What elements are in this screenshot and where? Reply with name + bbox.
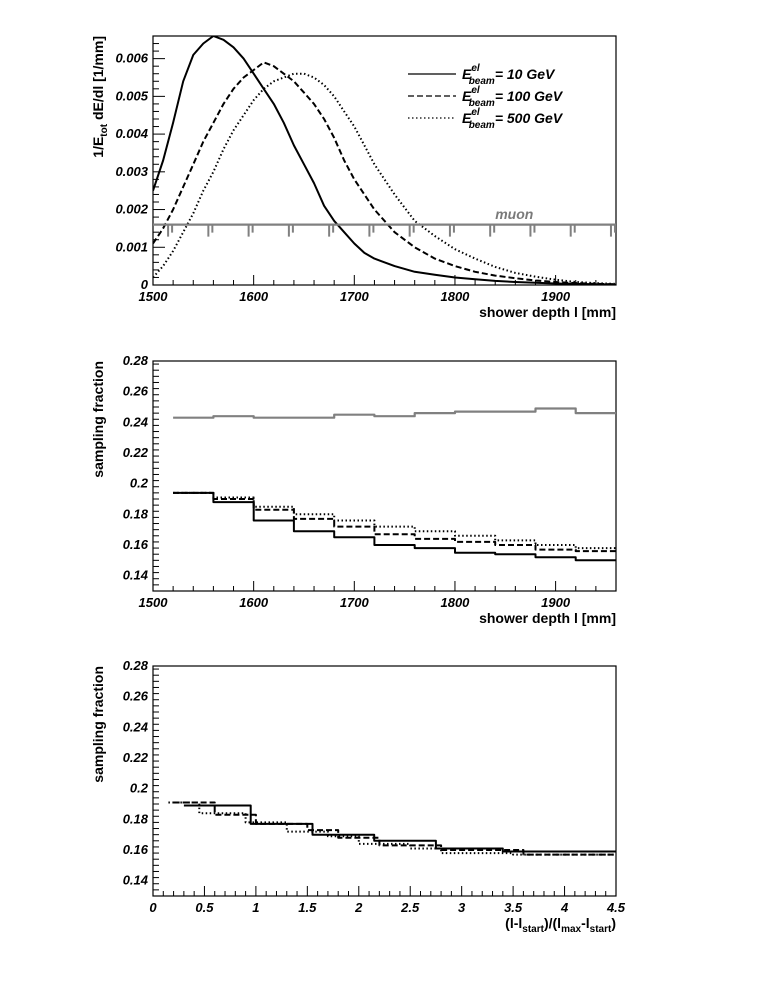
legend-entry-2: [462, 107, 564, 131]
y-tick-label: 0.24: [122, 414, 148, 430]
legend-entry-superscript: el: [471, 85, 480, 96]
y-tick-label: 0.28: [122, 353, 148, 368]
legend-entry-subscript: beam: [468, 120, 495, 131]
x-tick-label: 2: [355, 900, 363, 915]
x-tick-label: 0.5: [195, 900, 214, 915]
series-line-0: [173, 409, 616, 418]
x-tick-label: 1.5: [298, 900, 317, 915]
x-axis-label-part: ): [611, 915, 616, 931]
y-tick-label: 0.14: [122, 567, 148, 583]
y-tick-label: 0.22: [122, 445, 148, 460]
legend-entry-1: [462, 85, 564, 109]
x-axis-label: shower depth l [mm]: [479, 610, 616, 626]
y-tick-label: 0.16: [122, 537, 148, 552]
x-tick-label: 1500: [138, 595, 168, 610]
x-tick-label: 1800: [440, 595, 470, 610]
x-axis-label-subscript: max: [561, 924, 582, 935]
x-tick-label: 1900: [541, 595, 571, 610]
panel-sampling-fraction-normalized: [90, 658, 626, 935]
y-tick-label: 0.002: [115, 201, 148, 217]
y-tick-label: 0.14: [122, 872, 148, 888]
muon-dip: [410, 225, 414, 237]
y-tick-label: 0.005: [115, 88, 148, 104]
legend-entry-main: E: [462, 66, 472, 82]
x-tick-label: 4.5: [606, 900, 626, 915]
y-tick-label: 0.006: [115, 50, 148, 66]
legend-entry-superscript: el: [471, 107, 480, 118]
legend-entry-superscript: el: [471, 63, 480, 74]
muon-dip: [490, 225, 494, 237]
y-tick-label: 0.2: [129, 780, 148, 796]
legend-entry-0: [462, 63, 556, 87]
y-tick-label: 0.2: [129, 475, 148, 491]
series-line-1: [174, 803, 616, 855]
muon-dip: [249, 225, 253, 237]
x-axis-label: shower depth l [mm]: [479, 304, 616, 320]
y-tick-label: 0.28: [122, 658, 148, 673]
plot-frame: [153, 666, 616, 896]
y-axis-label-part: 1/E: [90, 136, 106, 158]
x-axis-label-part: -l: [581, 915, 590, 931]
y-axis-label-subscript: tot: [99, 123, 110, 137]
muon-dip: [168, 225, 172, 237]
plot-area: [168, 803, 616, 855]
x-axis-label-subscript: start: [589, 924, 612, 935]
muon-dip: [208, 225, 212, 237]
panel-energy-deposition: [90, 36, 616, 320]
x-axis-label-subscript: start: [522, 924, 544, 935]
legend-entry-subscript: beam: [468, 76, 495, 87]
y-axis-label-part: dE/dl [1/mm]: [90, 36, 106, 124]
y-tick-label: 0.26: [122, 383, 148, 399]
y-tick-label: 0.18: [122, 506, 148, 522]
muon-dip: [450, 225, 454, 237]
x-tick-label: 2.5: [401, 900, 420, 915]
y-tick-label: 0.16: [122, 842, 148, 857]
muon-dip: [611, 225, 615, 237]
x-axis-label-part: (l-l: [505, 915, 523, 931]
muon-dip: [369, 225, 373, 237]
x-tick-label: 1500: [138, 289, 168, 304]
y-tick-label: 0.003: [115, 163, 148, 179]
y-tick-label: 0: [140, 277, 148, 292]
x-tick-label: 1600: [239, 289, 269, 304]
muon-dip: [571, 225, 575, 237]
legend-entry-subscript: beam: [468, 98, 495, 109]
annotation-label: muon: [495, 205, 534, 222]
x-tick-label: 3.5: [504, 900, 523, 915]
legend-entry-tail: = 10 GeV: [494, 66, 555, 82]
legend-entry-main: E: [462, 88, 472, 104]
x-tick-label: 1900: [541, 289, 571, 304]
muon-dip: [329, 225, 333, 237]
y-axis-label: sampling fraction: [90, 361, 106, 478]
x-tick-label: 1800: [440, 289, 470, 304]
series-line-2: [168, 803, 616, 855]
x-tick-label: 4: [560, 900, 569, 915]
y-axis-label: [90, 36, 110, 158]
x-axis-label: [505, 915, 616, 935]
y-tick-label: 0.004: [115, 126, 148, 142]
legend-entry-tail: = 500 GeV: [494, 110, 563, 126]
x-axis-label-part: )/(l: [543, 915, 562, 931]
x-tick-label: 1700: [339, 289, 369, 304]
plot-area: [173, 409, 616, 561]
y-tick-label: 0.18: [122, 811, 148, 827]
x-tick-label: 3: [458, 900, 466, 915]
x-tick-label: 0: [149, 900, 157, 915]
legend-entry-main: E: [462, 110, 472, 126]
y-axis-label: sampling fraction: [90, 666, 106, 783]
x-tick-label: 1: [252, 900, 260, 915]
panel-sampling-fraction-depth: [90, 353, 616, 626]
x-tick-label: 1700: [339, 595, 369, 610]
muon-dip: [289, 225, 293, 237]
muon-dip: [530, 225, 534, 237]
y-tick-label: 0.22: [122, 750, 148, 765]
y-tick-label: 0.26: [122, 688, 148, 704]
x-tick-label: 1600: [239, 595, 269, 610]
legend-entry-tail: = 100 GeV: [494, 88, 563, 104]
y-tick-label: 0.001: [115, 239, 148, 255]
y-tick-label: 0.24: [122, 719, 148, 735]
